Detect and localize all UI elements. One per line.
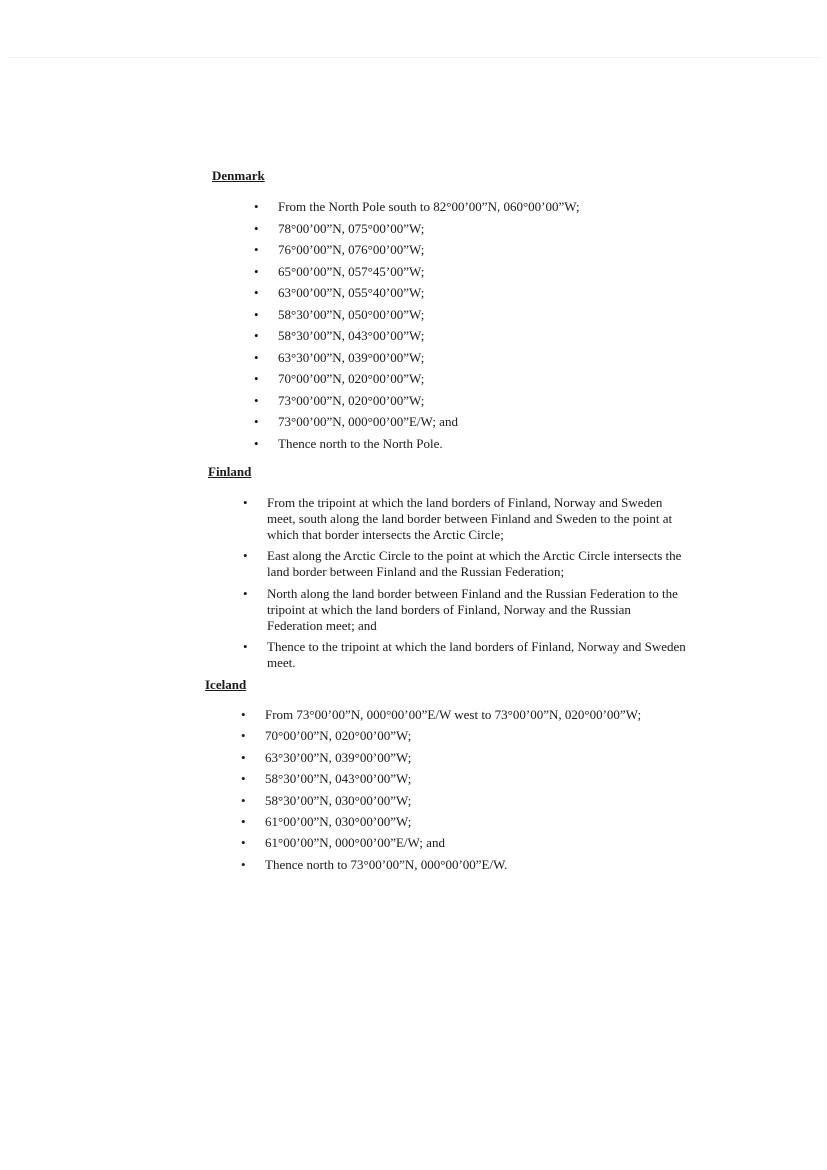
bullet-icon: • — [254, 199, 259, 214]
bullet-icon: • — [241, 749, 246, 765]
finland-boundary-text: North along the land border between Finland and the Russian Federation to the tripoint at which the land borders of Finland, Norway and the Russian Federation meet; and — [267, 585, 678, 633]
iceland-boundary-text: 61°00’00”N, 000°00’00”E/W; and — [265, 835, 445, 851]
iceland-boundary-text: 58°30’00”N, 030°00’00”W; — [265, 792, 412, 808]
denmark-boundary-item — [254, 285, 580, 307]
finland-boundary-item — [243, 548, 687, 580]
finland-boundary-text: From the tripoint at which the land borders of Finland, Norway and Sweden meet, south along the land border between Finland and Sweden to the point at which that border intersects the Arctic Circle; — [267, 495, 673, 542]
denmark-boundary-text: 63°00’00”N, 055°40’00”W; — [278, 285, 425, 300]
iceland-boundary-item — [241, 771, 641, 792]
finland-boundary-item — [243, 495, 687, 542]
denmark-boundary-item — [254, 414, 580, 436]
iceland-boundary-item — [241, 857, 641, 878]
section-heading-denmark: Denmark — [212, 168, 265, 183]
denmark-boundary-item — [254, 436, 580, 458]
bullet-icon: • — [254, 328, 259, 343]
bullet-icon: • — [243, 639, 248, 655]
iceland-boundary-item — [241, 835, 641, 856]
denmark-boundary-item — [254, 221, 580, 243]
denmark-boundary-text: 58°30’00”N, 043°00’00”W; — [278, 328, 425, 343]
bullet-icon: • — [254, 242, 259, 257]
section-heading-finland: Finland — [208, 464, 252, 479]
bullet-icon: • — [254, 285, 259, 300]
denmark-boundary-text: 76°00’00”N, 076°00’00”W; — [278, 242, 425, 257]
iceland-boundary-text: 58°30’00”N, 043°00’00”W; — [265, 771, 412, 787]
section-heading-iceland: Iceland — [205, 677, 247, 692]
finland-boundary-list — [243, 495, 687, 677]
bullet-icon: • — [254, 371, 259, 386]
finland-boundary-text: East along the Arctic Circle to the point at which the Arctic Circle intersects the land border between Finland and the Russian Federation; — [267, 548, 682, 580]
bullet-icon: • — [254, 392, 259, 408]
denmark-boundary-text: 65°00’00”N, 057°45’00”W; — [278, 263, 425, 279]
iceland-boundary-text: 63°30’00”N, 039°00’00”W; — [265, 749, 412, 765]
denmark-boundary-text: Thence north to the North Pole. — [278, 435, 443, 451]
page-edge-line — [8, 57, 819, 58]
denmark-boundary-item — [254, 307, 580, 329]
denmark-boundary-item — [254, 328, 580, 350]
bullet-icon: • — [241, 792, 246, 808]
denmark-boundary-item — [254, 264, 580, 286]
bullet-icon: • — [243, 548, 248, 564]
iceland-boundary-item — [241, 814, 641, 835]
bullet-icon: • — [254, 220, 259, 236]
finland-boundary-item — [243, 586, 687, 633]
denmark-boundary-text: 78°00’00”N, 075°00’00”W; — [278, 220, 425, 236]
denmark-boundary-text: 73°00’00”N, 000°00’00”E/W; and — [278, 414, 458, 429]
iceland-boundary-item — [241, 707, 641, 728]
denmark-boundary-text: 63°30’00”N, 039°00’00”W; — [278, 349, 425, 365]
denmark-boundary-list — [254, 199, 580, 457]
denmark-boundary-text: 70°00’00”N, 020°00’00”W; — [278, 371, 425, 386]
bullet-icon: • — [243, 495, 248, 510]
finland-boundary-text: Thence to the tripoint at which the land borders of Finland, Norway and Sweden meet. — [267, 639, 686, 671]
denmark-boundary-item — [254, 199, 580, 221]
bullet-icon: • — [243, 585, 248, 601]
bullet-icon: • — [241, 771, 246, 787]
iceland-boundary-list — [241, 707, 641, 878]
bullet-icon: • — [254, 349, 259, 365]
bullet-icon: • — [241, 813, 246, 829]
bullet-icon: • — [254, 414, 259, 429]
denmark-boundary-item — [254, 371, 580, 393]
denmark-boundary-item — [254, 242, 580, 264]
iceland-boundary-text: 70°00’00”N, 020°00’00”W; — [265, 728, 412, 744]
iceland-boundary-item — [241, 750, 641, 771]
iceland-boundary-text: 61°00’00”N, 030°00’00”W; — [265, 813, 412, 829]
denmark-boundary-text: 73°00’00”N, 020°00’00”W; — [278, 392, 425, 408]
denmark-boundary-text: 58°30’00”N, 050°00’00”W; — [278, 306, 425, 322]
bullet-icon: • — [241, 856, 246, 872]
iceland-boundary-text: From 73°00’00”N, 000°00’00”E/W west to 73°00’00”N, 020°00’00”W; — [265, 707, 642, 722]
bullet-icon: • — [241, 707, 246, 722]
bullet-icon: • — [241, 835, 246, 851]
bullet-icon: • — [254, 263, 259, 279]
iceland-boundary-text: Thence north to 73°00’00”N, 000°00’00”E/W. — [265, 856, 508, 872]
bullet-icon: • — [241, 728, 246, 744]
finland-boundary-item — [243, 639, 687, 671]
iceland-boundary-item — [241, 793, 641, 814]
iceland-boundary-item — [241, 728, 641, 749]
bullet-icon: • — [254, 306, 259, 322]
denmark-boundary-item — [254, 350, 580, 372]
denmark-boundary-text: From the North Pole south to 82°00’00”N, 060°00’00”W; — [278, 199, 580, 214]
denmark-boundary-item — [254, 393, 580, 415]
bullet-icon: • — [254, 435, 259, 451]
